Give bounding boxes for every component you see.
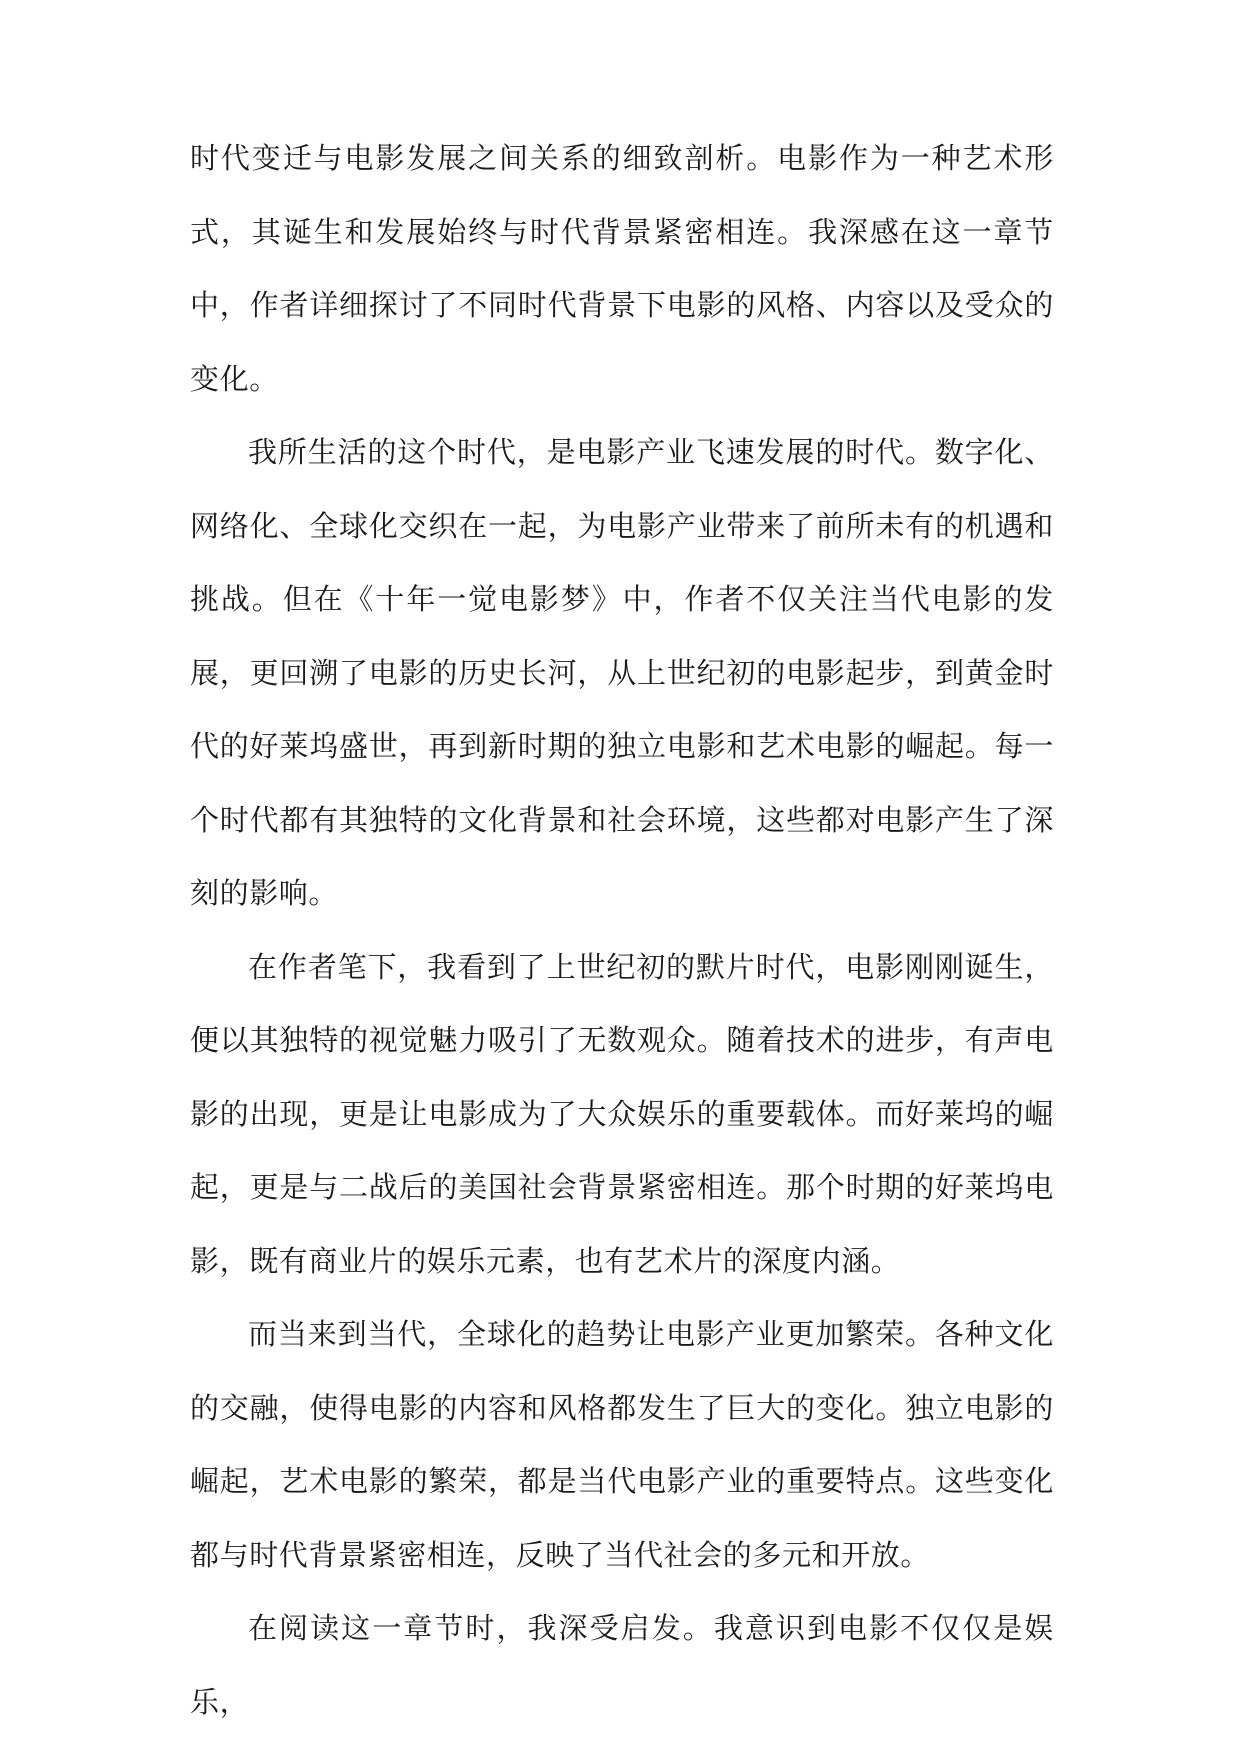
body-text — [190, 122, 1054, 1739]
paragraph-5: 在阅读这一章节时，我深受启发。我意识到电影不仅仅是娱乐， — [190, 1611, 1054, 1719]
paragraph-4: 而当来到当代，全球化的趋势让电影产业更加繁荣。各种文化的交融，使得电影的内容和风格都发生了巨大的变化。独立电影的崛起，艺术电影的繁荣，都是当代电影产业的重要特点。这些变化都与时代背景紧密相连，反映了当代社会的多元和开放。 — [190, 1317, 1054, 1572]
paragraph-3: 在作者笔下，我看到了上世纪初的默片时代，电影刚刚诞生，便以其独特的视觉魅力吸引了无数观众。随着技术的进步，有声电影的出现，更是让电影成为了大众娱乐的重要载体。而好莱坞的崛起，更是与二战后的美国社会背景紧密相连。那个时期的好莱坞电影，既有商业片的娱乐元素，也有艺术片的深度内涵。 — [190, 949, 1054, 1278]
paragraph-2: 我所生活的这个时代，是电影产业飞速发展的时代。数字化、网络化、全球化交织在一起，为电影产业带来了前所未有的机遇和挑战。但在《十年一觉电影梦》中，作者不仅关注当代电影的发展，更回溯了电影的历史长河，从上世纪初的电影起步，到黄金时代的好莱坞盛世，再到新时期的独立电影和艺术电影的崛起。每一个时代都有其独特的文化背景和社会环境，这些都对电影产生了深刻的影响。 — [190, 435, 1054, 910]
paragraph-1: 时代变迁与电影发展之间关系的细致剖析。电影作为一种艺术形式，其诞生和发展始终与时代背景紧密相连。我深感在这一章节中，作者详细探讨了不同时代背景下电影的风格、内容以及受众的变化。 — [190, 141, 1054, 396]
